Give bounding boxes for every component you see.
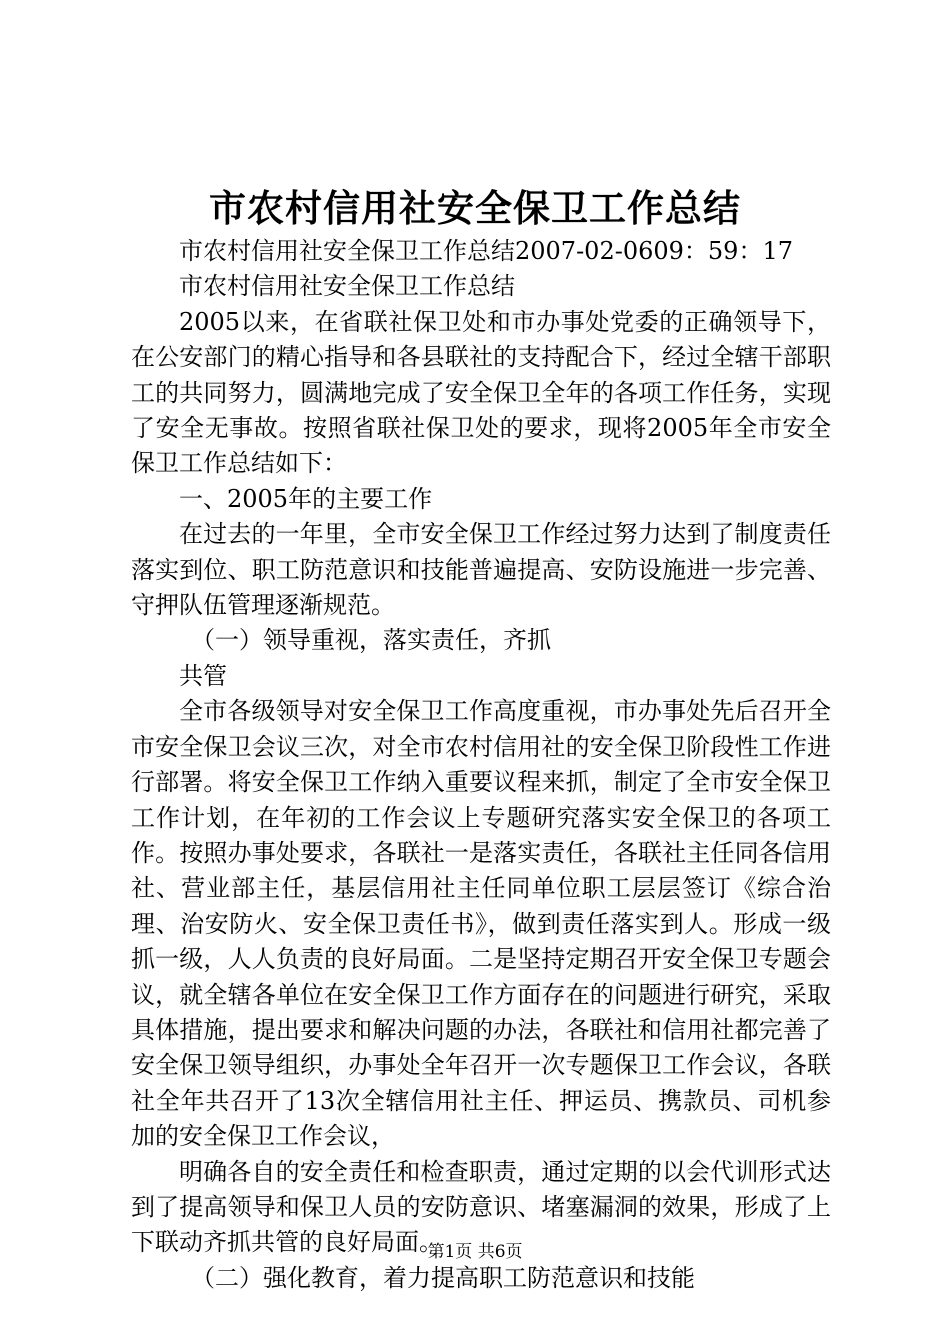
- paragraph-leadership: 全市各级领导对安全保卫工作高度重视，市办事处先后召开全市安全保卫会议三次，对全市农村信用社的安全保卫阶段性工作进行部署。将安全保卫工作纳入重要议程来抓，制定了全市安全保卫工作计划，在年初的工作会议上专题研究落实安全保卫的各项工作。按照办事处要求，各联社一是落实责任，各联社主任同各信用社、营业部主任，基层信用社主任同单位职工层层签订《综合治理、治安防火、安全保卫责任书》，做到责任落实到人。形成一级抓一级，人人负责的良好局面。二是坚持定期召开安全保卫专题会议，就全辖各单位在安全保卫工作方面存在的问题进行研究，采取具体措施，提出要求和解决问题的办法，各联社和信用社都完善了安全保卫领导组织，办事处全年召开一次专题保卫工作会议，各联社全年共召开了13次全辖信用社主任、押运员、携款员、司机参加的安全保卫工作会议，: [131, 697, 831, 1151]
- section-heading-1: 一、2005年的主要工作: [179, 484, 433, 513]
- paragraph-subtitle: 市农村信用社安全保卫工作总结: [179, 272, 515, 301]
- document-title: 市农村信用社安全保卫工作总结: [209, 186, 741, 230]
- subsection-heading-1a: （一）领导重视，落实责任，齐抓: [191, 626, 551, 655]
- page-footer: 第1页 共6页: [427, 1242, 523, 1262]
- paragraph-overview: 在过去的一年里，全市安全保卫工作经过努力达到了制度责任落实到位、职工防范意识和技能普遍提高、安防设施进一步完善、守押队伍管理逐渐规范。: [131, 520, 831, 620]
- subsection-heading-2: （二）强化教育，着力提高职工防范意识和技能: [191, 1263, 695, 1292]
- document-body: [131, 234, 831, 1296]
- subsection-heading-1b: 共管: [179, 661, 227, 690]
- paragraph-header-line: 市农村信用社安全保卫工作总结2007-02-0609：59：17: [179, 237, 793, 265]
- paragraph-responsibility: 明确各自的安全责任和检查职责，通过定期的以会代训形式达到了提高领导和保卫人员的安防意识、堵塞漏洞的效果，形成了上下联动齐抓共管的良好局面。: [131, 1157, 831, 1257]
- paragraph-intro: 2005以来，在省联社保卫处和市办事处党委的正确领导下，在公安部门的精心指导和各县联社的支持配合下，经过全辖干部职工的共同努力，圆满地完成了安全保卫全年的各项工作任务，实现了安全无事故。按照省联社保卫处的要求，现将2005年全市安全保卫工作总结如下：: [131, 307, 831, 478]
